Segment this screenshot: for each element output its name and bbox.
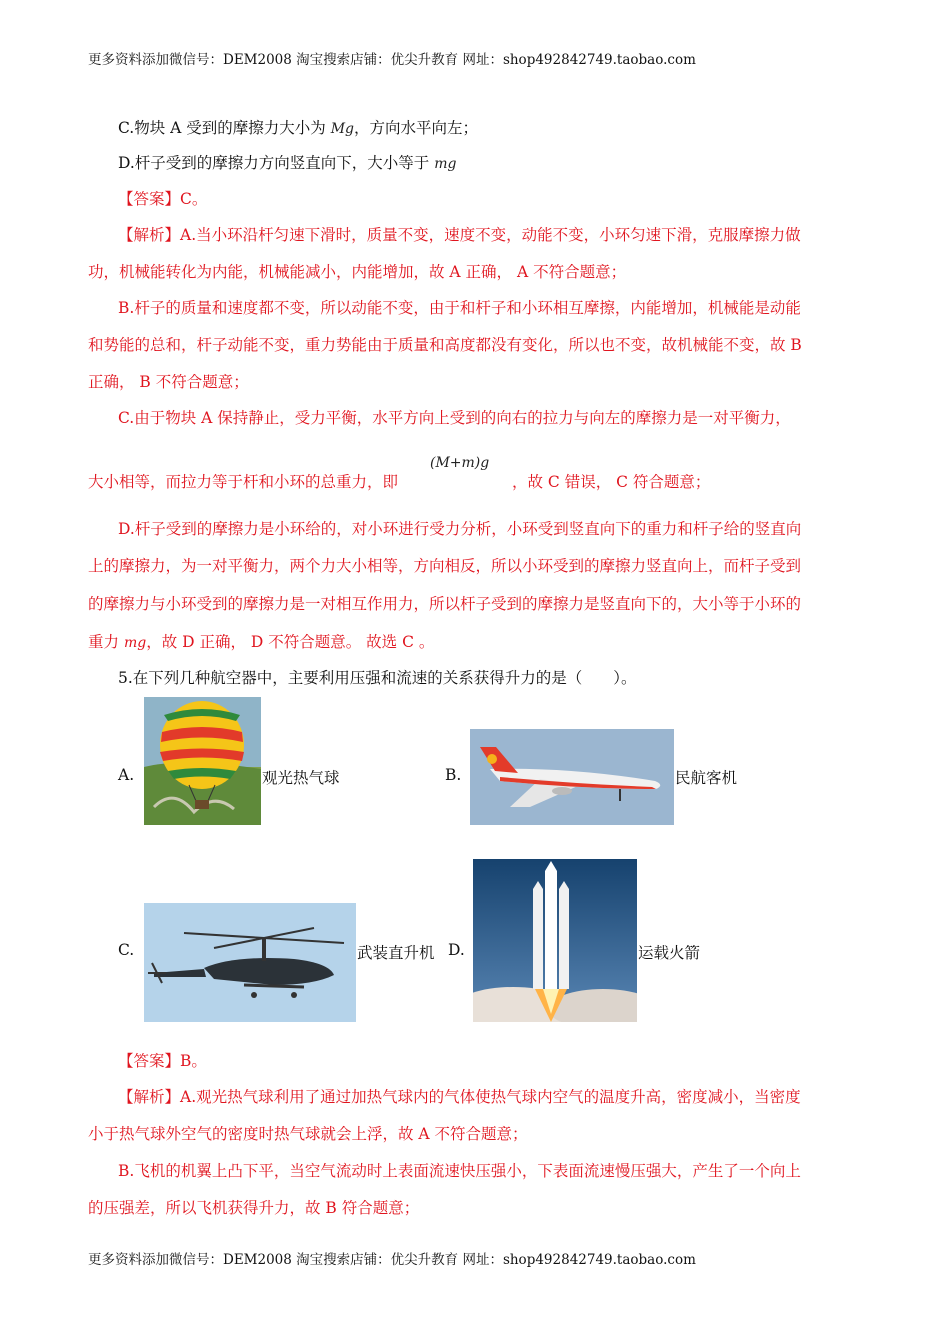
q4-analysis-d-4-post: ，故 D 正确， D 不符合题意。 故选 C 。 (146, 633, 435, 651)
q4-analysis-d-3: 的摩擦力与小环受到的摩擦力是一对相互作用力，所以杆子受到的摩擦力是竖直向下的，大小等于小环的 (88, 595, 802, 613)
q4-analysis-d-1: D.杆子受到的摩擦力是小环给的，对小环进行受力分析，小环受到竖直向下的重力和杆子给的竖直向 (118, 520, 802, 538)
q4-analysis-line-6: C.由于物块 A 保持静止，受力平衡，水平方向上受到的向右的拉力与向左的摩擦力是一对平衡力， (118, 409, 791, 427)
hot-air-balloon-image (144, 697, 261, 825)
option-c-line (118, 118, 478, 139)
option-c-label: C. (118, 941, 135, 959)
rocket-image (473, 859, 637, 1022)
option-b-label: B. (445, 766, 462, 784)
q4-analysis-d-2: 上的摩擦力，为一对平衡力，两个力大小相等，方向相反，所以小环受到的摩擦力竖直向上，而杆子受到 (88, 557, 802, 575)
option-b-text: 民航客机 (675, 769, 738, 787)
airliner-image (470, 729, 674, 825)
q4-answer: 【答案】C。 (118, 190, 208, 208)
q4-analysis-line-4: 和势能的总和，杆子动能不变，重力势能由于质量和高度都没有变化，所以也不变，故机械能不变，故 B (88, 336, 802, 354)
option-a-label: A. (118, 766, 135, 784)
q4-analysis-line-1: 【解析】A.当小环沿杆匀速下滑时，质量不变，速度不变，动能不变，小环匀速下滑，克服摩擦力做 (118, 226, 801, 244)
page-header: 更多资料添加微信号：DEM2008 淘宝搜索店铺：优尖升教育 网址：shop492842749.taobao.com (88, 52, 696, 68)
option-d-math: mg (434, 156, 457, 172)
q5-analysis-line-1: 【解析】A.观光热气球利用了通过加热气球内的气体使热气球内空气的温度升高，密度减小，当密度 (118, 1088, 801, 1106)
option-d-label: D. (448, 941, 465, 959)
q5-answer: 【答案】B。 (118, 1052, 207, 1070)
q5-analysis-line-4: 的压强差，所以飞机获得升力，故 B 符合题意； (88, 1199, 420, 1217)
option-c-post: ，方向水平向左； (354, 119, 479, 137)
page-footer: 更多资料添加微信号：DEM2008 淘宝搜索店铺：优尖升教育 网址：shop492842749.taobao.com (88, 1252, 696, 1268)
option-c-text: C.物块 A 受到的摩擦力大小为 (118, 119, 331, 137)
q4-analysis-d-4 (88, 632, 434, 653)
option-a-text: 观光热气球 (262, 769, 340, 787)
q4-analysis-d-4-pre: 重力 (88, 633, 124, 651)
helicopter-image (144, 903, 356, 1022)
option-c-math: Mg (330, 121, 355, 137)
q4-analysis-d-4-math: mg (123, 635, 147, 651)
q4-analysis-line-5: 正确， B 不符合题意； (88, 373, 249, 391)
q4-analysis-line-3: B.杆子的质量和速度都不变，所以动能不变，由于和杆子和小环相互摩擦，内能增加，机械能是动能 (118, 299, 801, 317)
q4-analysis-line-2: 功，机械能转化为内能，机械能减小，内能增加，故 A 正确， A 不符合题意； (88, 263, 627, 281)
option-d-text: 运载火箭 (638, 944, 701, 962)
formula-total-gravity: (M+m)g (430, 455, 490, 471)
q4-analysis-c2-post: ，故 C 错误， C 符合题意； (512, 473, 711, 491)
q5-stem: 5.在下列几种航空器中，主要利用压强和流速的关系获得升力的是（ ）。 (118, 669, 637, 687)
q5-analysis-line-2: 小于热气球外空气的密度时热气球就会上浮，故 A 不符合题意； (88, 1125, 528, 1143)
option-d-line (118, 153, 456, 174)
option-c-text: 武装直升机 (357, 944, 435, 962)
option-d-text: D.杆子受到的摩擦力方向竖直向下，大小等于 (118, 154, 435, 172)
q4-analysis-c2-pre: 大小相等，而拉力等于杆和小环的总重力，即 (88, 473, 399, 491)
q5-analysis-line-3: B.飞机的机翼上凸下平，当空气流动时上表面流速快压强小，下表面流速慢压强大，产生了一个向上 (118, 1162, 801, 1180)
